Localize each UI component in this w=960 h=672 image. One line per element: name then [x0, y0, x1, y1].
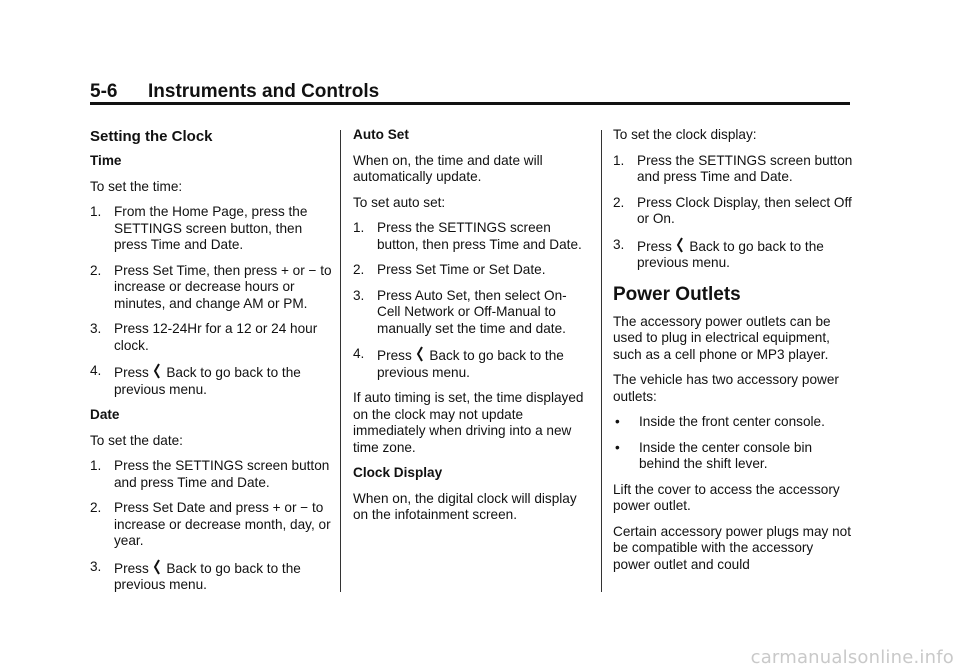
paragraph: The accessory power outlets can be used to plug in electrical equipment, such as a cell phone or MP3 player. — [613, 313, 831, 362]
step-text: Press Set Time or Set Date. — [377, 262, 546, 277]
list-item — [613, 237, 853, 272]
column-1 — [90, 127, 334, 603]
list-item — [353, 346, 589, 381]
step-number: 2. — [613, 194, 625, 210]
column-3 — [613, 127, 853, 582]
paragraph: Lift the cover to access the accessory power outlet. — [613, 481, 840, 513]
header-rule — [90, 102, 850, 105]
watermark: carmanualsonline.info — [750, 647, 954, 668]
list-item — [613, 153, 853, 186]
step-text: Back to go back to the previous menu. — [114, 365, 301, 397]
step-number: 3. — [353, 287, 365, 303]
subheading: Clock Display — [353, 465, 443, 480]
step-text: Press 12-24Hr for a 12 or 24 hour clock. — [114, 321, 318, 353]
list-item — [90, 363, 334, 398]
page-number: 5-6 — [90, 81, 118, 102]
list-item — [353, 220, 589, 253]
step-text: Press Set Date and press + or − to increase or decrease month, day, or year. — [114, 500, 331, 548]
section-title: Instruments and Controls — [148, 81, 380, 102]
step-text: Press — [377, 348, 412, 363]
column-2 — [353, 127, 589, 533]
step-number: 3. — [90, 558, 102, 574]
step-number: 1. — [90, 458, 102, 473]
paragraph: Certain accessory power plugs may not be compatible with the accessory power outlet and could — [613, 523, 851, 572]
step-number: 4. — [353, 346, 365, 361]
list-item — [90, 559, 334, 594]
list-item — [90, 500, 334, 550]
step-text: Press Auto Set, then select On-Cell Network or Off-Manual to manually set the time and date. — [377, 287, 567, 336]
subheading: Time — [90, 153, 122, 168]
back-icon — [153, 559, 163, 575]
step-text: Press — [114, 365, 149, 380]
step-text: Press the SETTINGS screen button and press Time and Date. — [637, 152, 853, 184]
list-item — [613, 414, 853, 431]
list-item — [90, 204, 334, 254]
bullet-icon: • — [615, 439, 620, 455]
paragraph: When on, the digital clock will display on the infotainment screen. — [353, 490, 577, 522]
step-text: Back to go back to the previous menu. — [114, 560, 301, 592]
step-text: Press — [637, 238, 672, 254]
paragraph: To set the clock display: — [613, 127, 757, 142]
paragraph: To set the date: — [90, 432, 183, 448]
paragraph: When on, the time and date will automatically update. — [353, 152, 543, 184]
list-item — [90, 458, 334, 491]
step-number: 1. — [353, 220, 365, 235]
step-text: Press — [114, 560, 149, 576]
step-number: 2. — [90, 500, 102, 515]
list-item — [90, 321, 334, 354]
section-heading: Setting the Clock — [90, 128, 213, 145]
step-number: 2. — [90, 262, 102, 278]
back-icon — [676, 237, 686, 253]
step-text: Back to go back to the previous menu. — [637, 238, 824, 270]
step-number: 3. — [613, 236, 625, 252]
step-text: Back to go back to the previous menu. — [377, 348, 564, 380]
paragraph: To set the time: — [90, 178, 183, 194]
back-icon — [416, 346, 426, 362]
back-icon — [153, 363, 163, 379]
section-heading: Power Outlets — [613, 283, 741, 305]
list-item — [613, 440, 853, 473]
list-item — [613, 195, 853, 228]
column-divider — [601, 130, 602, 592]
bullet-text: Inside the center console bin behind the shift lever. — [639, 439, 813, 471]
step-number: 1. — [90, 204, 102, 219]
step-number: 1. — [613, 152, 625, 168]
list-item — [353, 262, 589, 279]
step-text: Press the SETTINGS screen button, then press Time and Date. — [377, 220, 582, 252]
page-header — [90, 80, 850, 104]
step-number: 4. — [90, 363, 102, 378]
paragraph: If auto timing is set, the time displayed on the clock may not update immediately when driving into a new time zone. — [353, 390, 584, 455]
bullet-text: Inside the front center console. — [639, 414, 825, 429]
column-divider — [340, 130, 341, 592]
step-text: Press Set Time, then press + or − to increase or decrease hours or minutes, and change AM or PM. — [114, 262, 332, 311]
subheading: Date — [90, 407, 120, 422]
step-number: 3. — [90, 321, 102, 336]
step-text: From the Home Page, press the SETTINGS screen button, then press Time and Date. — [114, 204, 308, 252]
bullet-icon: • — [615, 414, 620, 429]
list-item — [353, 288, 589, 338]
paragraph: The vehicle has two accessory power outlets: — [613, 372, 839, 404]
step-number: 2. — [353, 262, 365, 277]
subheading: Auto Set — [353, 127, 409, 142]
list-item — [90, 263, 334, 313]
paragraph: To set auto set: — [353, 194, 446, 210]
step-text: Press Clock Display, then select Off or On. — [637, 194, 852, 226]
step-text: Press the SETTINGS screen button and press Time and Date. — [114, 458, 330, 490]
